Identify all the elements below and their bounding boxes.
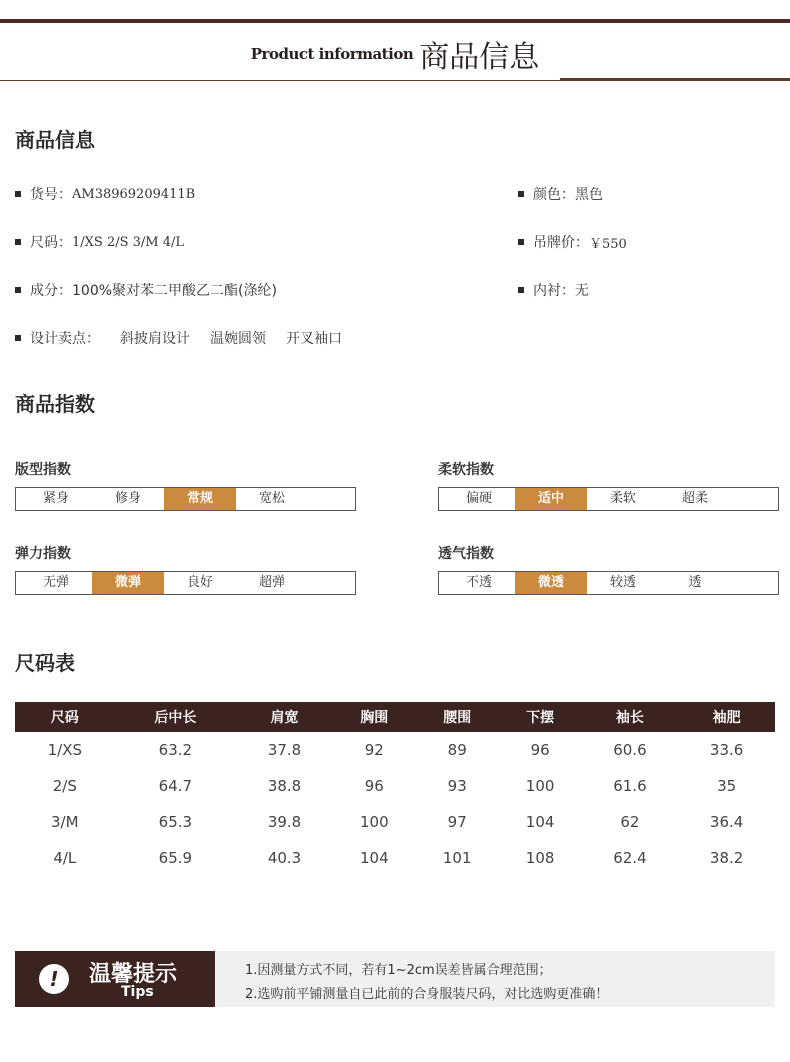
size-table — [15, 702, 775, 876]
bullet-icon — [15, 191, 21, 197]
index-option: 修身 — [114, 491, 141, 506]
column-header: 腰围 — [416, 702, 499, 732]
index-option: 不透 — [465, 575, 492, 590]
table-cell: 65.9 — [158, 849, 193, 867]
table-cell: 62.4 — [613, 849, 647, 867]
index-option: 偏硬 — [465, 491, 492, 506]
table-cell: 1/XS — [47, 741, 82, 759]
size-table-header — [15, 702, 775, 732]
column-header: 袖长 — [582, 702, 679, 732]
bullet-icon — [15, 335, 21, 341]
index-option: 超柔 — [681, 491, 708, 506]
info-size — [15, 232, 184, 252]
index-option: 适中 — [515, 488, 587, 510]
tips-panel — [15, 951, 215, 1007]
breathability-index-bar — [438, 571, 779, 595]
header-divider — [0, 80, 560, 81]
column-header: 下摆 — [499, 702, 582, 732]
softness-index-bar — [438, 487, 779, 511]
index-option: 透 — [688, 575, 702, 590]
sku-label: 货号： — [30, 187, 72, 203]
info-price — [518, 232, 627, 252]
section-title-product-info: 商品信息 — [15, 128, 95, 152]
index-option: 紧身 — [42, 491, 69, 506]
features-label: 设计卖点： — [30, 331, 100, 347]
index-option: 宽松 — [258, 491, 285, 506]
feature-item: 斜披肩设计 — [120, 331, 190, 347]
price-label: 吊牌价： — [533, 235, 589, 251]
table-cell: 60.6 — [613, 741, 647, 759]
table-cell: 100 — [525, 777, 555, 795]
feature-item: 温婉圆领 — [210, 331, 266, 347]
lining-label: 内衬： — [533, 283, 575, 299]
size-label: 尺码： — [30, 235, 72, 251]
tips-line-2: 2.选购前平铺测量自已此前的合身服装尺码，对比选购更准确！ — [245, 987, 609, 1002]
table-row — [15, 804, 775, 840]
table-cell: 93 — [447, 777, 467, 795]
index-option: 良好 — [186, 575, 213, 590]
table-cell: 38.8 — [267, 777, 302, 795]
table-cell: 37.8 — [267, 741, 302, 759]
info-lining — [518, 280, 589, 300]
table-row — [15, 768, 775, 804]
table-cell: 39.8 — [267, 813, 302, 831]
bullet-icon — [15, 287, 21, 293]
color-value: 黑色 — [575, 187, 603, 203]
header-divider-accent — [560, 78, 790, 81]
index-option: 超弹 — [258, 575, 285, 590]
table-row — [15, 732, 775, 768]
table-cell: 33.6 — [709, 741, 744, 759]
table-cell: 65.3 — [158, 813, 193, 831]
table-cell: 96 — [530, 741, 550, 759]
table-cell: 40.3 — [267, 849, 302, 867]
index-option: 较透 — [609, 575, 636, 590]
table-cell: 92 — [364, 741, 384, 759]
bullet-icon — [518, 191, 524, 197]
softness-index-label: 柔软指数 — [438, 462, 494, 478]
index-option: 微弹 — [92, 572, 164, 594]
bullet-icon — [518, 239, 524, 245]
breathability-index-label: 透气指数 — [438, 546, 494, 562]
exclamation-icon: ! — [39, 964, 69, 994]
info-features — [15, 328, 342, 348]
sku-value: AM38969209411B — [72, 186, 196, 202]
index-option: 柔软 — [609, 491, 636, 506]
feature-item: 开叉袖口 — [286, 331, 342, 347]
table-cell: 89 — [447, 741, 467, 759]
table-cell: 64.7 — [158, 777, 193, 795]
table-cell: 101 — [442, 849, 472, 867]
table-cell: 100 — [359, 813, 389, 831]
tips-content — [215, 951, 775, 1007]
index-option: 常规 — [164, 488, 236, 510]
size-value: 1/XS 2/S 3/M 4/L — [72, 234, 185, 250]
table-cell: 108 — [525, 849, 555, 867]
section-title-size-chart: 尺码表 — [15, 651, 75, 675]
tips-title-en: Tips — [121, 984, 154, 1000]
index-option: 无弹 — [42, 575, 69, 590]
table-cell: 35 — [717, 777, 737, 795]
bullet-icon — [15, 239, 21, 245]
table-cell: 36.4 — [709, 813, 744, 831]
fit-index-label: 版型指数 — [15, 462, 71, 478]
info-sku — [15, 184, 195, 204]
table-cell: 62 — [620, 813, 640, 831]
color-label: 颜色： — [533, 187, 575, 203]
elasticity-index-label: 弹力指数 — [15, 546, 71, 562]
page-header — [0, 32, 790, 76]
price-value: ￥550 — [589, 236, 627, 252]
top-border — [0, 19, 790, 23]
column-header: 胸围 — [333, 702, 416, 732]
tips-line-1: 1.因测量方式不同，若有1~2cm误差皆属合理范围； — [245, 963, 552, 978]
table-cell: 63.2 — [158, 741, 193, 759]
table-cell: 97 — [447, 813, 467, 831]
table-cell: 4/L — [53, 849, 77, 867]
material-value: 100%聚对苯二甲酸乙二酯(涤纶) — [72, 283, 277, 299]
elasticity-index-bar — [15, 571, 356, 595]
table-cell: 104 — [359, 849, 389, 867]
info-material — [15, 280, 277, 300]
section-title-indices: 商品指数 — [15, 392, 95, 416]
table-row — [15, 840, 775, 876]
column-header: 肩宽 — [236, 702, 333, 732]
lining-value: 无 — [575, 283, 589, 299]
table-cell: 61.6 — [613, 777, 647, 795]
material-label: 成分： — [30, 283, 72, 299]
column-header: 后中长 — [115, 702, 237, 732]
table-cell: 2/S — [52, 777, 77, 795]
header-title-cn: 商品信息 — [419, 40, 540, 75]
table-cell: 3/M — [51, 813, 79, 831]
info-color — [518, 184, 603, 204]
index-option: 微透 — [515, 572, 587, 594]
column-header: 尺码 — [15, 702, 115, 732]
bullet-icon — [518, 287, 524, 293]
table-cell: 96 — [364, 777, 384, 795]
tips-title-cn: 温馨提示 — [89, 962, 178, 987]
table-cell: 38.2 — [709, 849, 744, 867]
header-title-en: Product information — [250, 45, 414, 63]
column-header: 袖肥 — [678, 702, 775, 732]
table-cell: 104 — [525, 813, 555, 831]
fit-index-bar — [15, 487, 356, 511]
